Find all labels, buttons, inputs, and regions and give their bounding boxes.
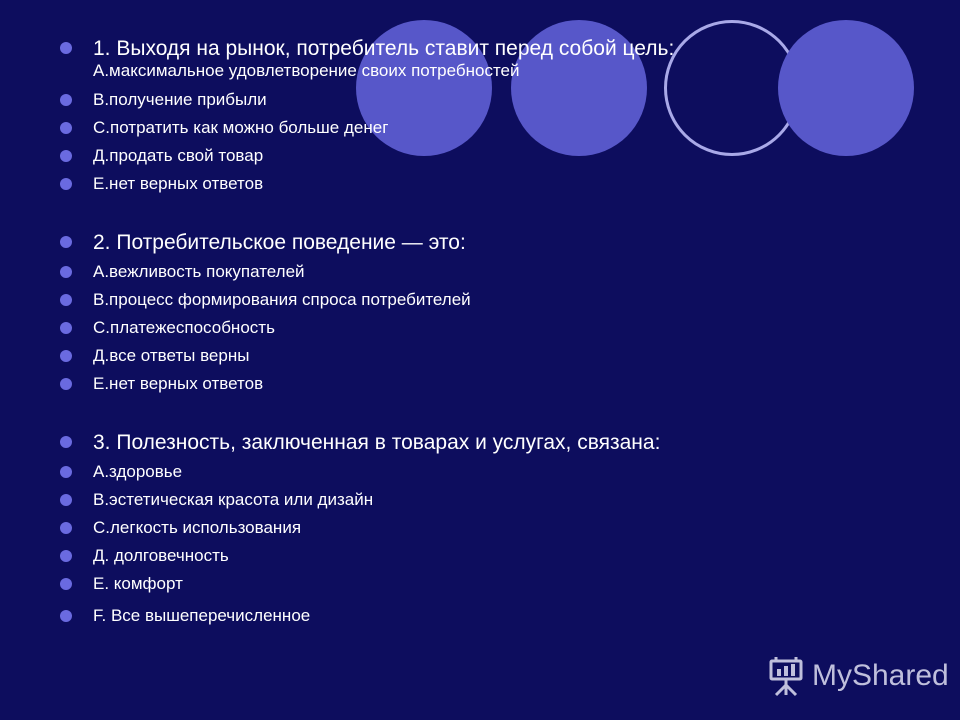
answer-option: С.платежеспособность <box>93 318 275 337</box>
bullet-icon <box>60 266 72 278</box>
answer-option-item <box>93 346 249 366</box>
question-title: 3. Полезность, заключенная в товарах и услугах, связана: <box>93 431 661 454</box>
answer-option-item <box>93 518 301 538</box>
answer-option: Д.продать свой товар <box>93 146 264 165</box>
answer-option: Д.все ответы верны <box>93 346 250 365</box>
bullet-icon <box>60 350 72 362</box>
answer-option: Е.нет верных ответов <box>93 174 264 193</box>
logo-text: MyShared <box>812 659 949 692</box>
bullet-icon <box>60 122 72 134</box>
decorative-circle-filled <box>778 20 914 156</box>
answer-option: В.получение прибыли <box>93 90 267 109</box>
question-3 <box>93 431 660 455</box>
bullet-icon <box>60 42 72 54</box>
answer-option: Е.нет верных ответов <box>93 374 264 393</box>
answer-option-item <box>93 290 471 310</box>
answer-option: Е. комфорт <box>93 574 183 593</box>
answer-option: С.легкость использования <box>93 518 302 537</box>
answer-option-item <box>93 546 229 566</box>
answer-option: F. Все вышеперечисленное <box>93 606 311 625</box>
bullet-icon <box>60 322 72 334</box>
bullet-icon <box>60 150 72 162</box>
answer-option-item <box>93 490 373 510</box>
answer-option-item <box>93 146 263 166</box>
bullet-icon <box>60 436 72 448</box>
answer-option: А.вежливость покупателей <box>93 262 305 281</box>
bullet-icon <box>60 610 72 622</box>
question-1 <box>93 37 674 81</box>
bullet-icon <box>60 236 72 248</box>
bullet-icon <box>60 550 72 562</box>
answer-option: Д. долговечность <box>93 546 229 565</box>
answer-option: А.максимальное удовлетворение своих потребностей <box>93 61 520 80</box>
answer-option-item <box>93 262 305 282</box>
answer-option-item <box>93 318 275 338</box>
bullet-icon <box>60 294 72 306</box>
answer-option: В.процесс формирования спроса потребителей <box>93 290 471 309</box>
question-title: 1. Выходя на рынок, потребитель ставит перед собой цель: <box>93 37 675 60</box>
bullet-icon <box>60 466 72 478</box>
presentation-board-icon <box>766 655 806 697</box>
answer-option: В.эстетическая красота или дизайн <box>93 490 374 509</box>
answer-option: А.здоровье <box>93 462 183 481</box>
bullet-icon <box>60 94 72 106</box>
answer-option: С.потратить как можно больше денег <box>93 118 389 137</box>
answer-option-item <box>93 90 267 110</box>
bullet-icon <box>60 378 72 390</box>
answer-option-item <box>93 118 388 138</box>
answer-option-item <box>93 574 183 594</box>
answer-option-item <box>93 374 263 394</box>
bullet-icon <box>60 578 72 590</box>
bullet-icon <box>60 494 72 506</box>
answer-option-item <box>93 606 310 626</box>
question-2 <box>93 231 466 255</box>
myshared-logo <box>766 654 949 698</box>
bullet-icon <box>60 522 72 534</box>
answer-option-item <box>93 174 263 194</box>
answer-option-item <box>93 462 182 482</box>
bullet-icon <box>60 178 72 190</box>
question-title: 2. Потребительское поведение — это: <box>93 231 466 254</box>
